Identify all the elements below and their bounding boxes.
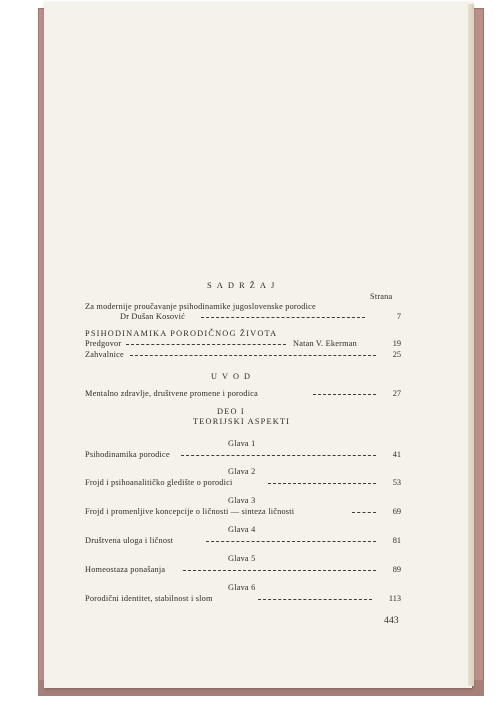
part-title: TEORIJSKI ASPEKTI [193, 417, 291, 426]
toc-page-number: 69 [392, 507, 401, 516]
toc-entry-text: Frojd i psihoanalitičko gledište o porodici [85, 478, 233, 487]
page-edge [468, 4, 474, 686]
chapter-label: Glava 4 [228, 525, 256, 534]
toc-leader [352, 512, 376, 513]
toc-leader [313, 394, 376, 395]
toc-page-number: 25 [392, 350, 401, 359]
toc-page-number: 81 [392, 536, 401, 545]
toc-entry-author: Natan V. Ekerman [293, 339, 357, 348]
chapter-label: Glava 2 [228, 467, 256, 476]
toc-page-number: 53 [392, 478, 401, 487]
toc-leader [130, 355, 376, 356]
toc-entry-text: Društvena uloga i ličnost [85, 536, 174, 545]
chapter-label: Glava 1 [228, 439, 256, 448]
toc-entry-author: Dr Dušan Kosović [120, 312, 185, 321]
toc-leader [206, 541, 376, 542]
toc-page-number: 113 [388, 594, 401, 603]
toc-leader [268, 483, 376, 484]
toc-leader [126, 344, 286, 345]
section-heading: UVOD [211, 372, 255, 381]
section-heading: PSIHODINAMIKA PORODIČNOG ŽIVOTA [85, 329, 278, 338]
toc-entry-text: Frojd i promenljive koncepcije o ličnosti — sinteza ličnosti [85, 507, 295, 516]
toc-leader [183, 570, 376, 571]
toc-page-number: 7 [396, 312, 401, 321]
toc-entry-text: Homeostaza ponašanja [85, 565, 166, 574]
chapter-label: Glava 5 [228, 554, 256, 563]
toc-page-number: 27 [392, 389, 401, 398]
toc-page-number: 41 [392, 450, 401, 459]
toc-page-number: 89 [392, 565, 401, 574]
toc-leader [258, 599, 372, 600]
chapter-label: Glava 6 [228, 583, 256, 592]
toc-entry-text: Psihodinamika porodice [85, 450, 170, 459]
folio-page-number: 443 [384, 616, 399, 626]
toc-entry-text: Predgovor [85, 339, 122, 348]
page-column-label: Strana [370, 292, 393, 301]
toc-entry-text: Porodični identitet, stabilnost i slom [85, 594, 213, 603]
toc-leader [181, 455, 376, 456]
chapter-label: Glava 3 [228, 496, 256, 505]
page-title: SADRŽAJ [207, 280, 280, 290]
toc-entry-text: Zahvalnice [85, 350, 124, 359]
toc-entry-text: Mentalno zdravlje, društvene promene i porodica [85, 389, 258, 398]
toc-leader [201, 317, 365, 318]
part-heading: DEO I [217, 407, 245, 416]
toc-entry-text: Za modernije proučavanje psihodinamike jugoslovenske porodice [85, 302, 316, 311]
toc-page-number: 19 [392, 339, 401, 348]
